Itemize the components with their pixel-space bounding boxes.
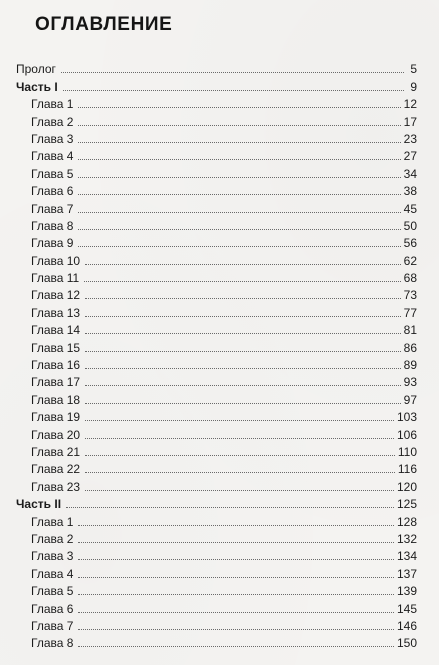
toc-entry-label: Глава 7 (31, 201, 74, 216)
toc-chapter-entry (16, 233, 417, 250)
toc-chapter-entry (16, 302, 417, 319)
dot-leader (85, 385, 401, 386)
dot-leader (78, 594, 394, 595)
dot-leader (78, 525, 394, 526)
toc-page-number: 137 (396, 566, 417, 581)
dot-leader (84, 281, 400, 282)
toc-entry-label: Глава 12 (31, 288, 81, 303)
toc-chapter-entry (16, 459, 417, 476)
toc-page-number: 73 (403, 288, 417, 303)
toc-page-number: 23 (403, 131, 417, 146)
toc-entry-label: Глава 6 (31, 184, 74, 199)
dot-leader (85, 420, 394, 421)
toc-chapter-entry (16, 616, 417, 633)
toc-page-number: 93 (403, 375, 417, 390)
toc-entry-label: Глава 20 (31, 427, 81, 442)
toc-entry-label: Глава 14 (31, 323, 81, 338)
toc-chapter-entry (16, 442, 417, 459)
toc-chapter-entry (16, 529, 417, 546)
dot-leader (85, 472, 395, 473)
dot-leader (61, 72, 404, 73)
toc-chapter-entry (16, 320, 417, 337)
toc-chapter-entry (16, 250, 417, 267)
toc-page-number: 145 (396, 601, 417, 616)
toc-chapter-entry (16, 546, 417, 563)
toc-page-number: 68 (403, 271, 417, 286)
toc-page-number: 5 (410, 62, 417, 77)
toc-page-number: 116 (397, 462, 417, 477)
toc-page-number: 81 (403, 323, 417, 338)
dot-leader (85, 455, 395, 456)
toc-page-number: 146 (396, 618, 417, 633)
toc-entry-label: Глава 16 (31, 358, 81, 373)
toc-entry-label: Глава 19 (31, 410, 81, 425)
toc-page-number: 50 (403, 218, 417, 233)
toc-entry-label: Глава 2 (31, 114, 74, 129)
toc-entry-label: Глава 15 (31, 340, 81, 355)
table-of-contents (16, 59, 417, 650)
dot-leader (78, 212, 400, 213)
toc-entry-label: Глава 4 (31, 566, 74, 581)
dot-leader (66, 507, 394, 508)
toc-entry-label: Глава 1 (31, 97, 74, 112)
toc-page-number: 106 (396, 427, 417, 442)
dot-leader (78, 577, 394, 578)
toc-chapter-entry (16, 581, 417, 598)
dot-leader (78, 159, 400, 160)
toc-entry-label: Глава 1 (31, 514, 74, 529)
dot-leader (78, 125, 400, 126)
dot-leader (78, 194, 400, 195)
toc-chapter-entry (16, 285, 417, 302)
dot-leader (85, 316, 401, 317)
toc-entry-label: Глава 4 (31, 149, 74, 164)
toc-entry-label: Глава 10 (31, 253, 81, 268)
toc-page-number: 97 (403, 392, 417, 407)
dot-leader (85, 333, 401, 334)
toc-entry-label: Глава 3 (31, 131, 74, 146)
dot-leader (78, 107, 400, 108)
toc-page-number: 150 (396, 636, 417, 651)
toc-chapter-entry (16, 598, 417, 615)
toc-chapter-entry (16, 476, 417, 493)
toc-entry-label: Глава 5 (31, 166, 74, 181)
toc-chapter-entry (16, 94, 417, 111)
toc-entry-label: Глава 22 (31, 462, 81, 477)
toc-entry-label: Часть II (16, 497, 62, 512)
toc-page-number: 134 (396, 549, 417, 564)
toc-page-number: 45 (403, 201, 417, 216)
toc-entry-label: Часть I (16, 79, 58, 94)
toc-part-entry (16, 494, 417, 511)
toc-page-number: 27 (403, 149, 417, 164)
toc-entry (16, 59, 417, 76)
dot-leader (85, 351, 401, 352)
page-title: ОГЛАВЛЕНИЕ (35, 14, 173, 35)
toc-chapter-entry (16, 511, 417, 528)
toc-page-number: 132 (396, 531, 417, 546)
toc-chapter-entry (16, 163, 417, 180)
toc-page-number: 125 (396, 497, 417, 512)
toc-chapter-entry (16, 407, 417, 424)
toc-entry-label: Пролог (16, 62, 56, 77)
toc-chapter-entry (16, 111, 417, 128)
toc-chapter-entry (16, 216, 417, 233)
dot-leader (78, 542, 394, 543)
toc-chapter-entry (16, 198, 417, 215)
toc-page-number: 86 (403, 340, 417, 355)
toc-entry-label: Глава 21 (31, 444, 81, 459)
toc-chapter-entry (16, 389, 417, 406)
dot-leader (85, 368, 401, 369)
toc-page-number: 77 (403, 305, 417, 320)
toc-chapter-entry (16, 337, 417, 354)
dot-leader (78, 646, 394, 647)
dot-leader (78, 246, 400, 247)
toc-chapter-entry (16, 146, 417, 163)
toc-chapter-entry (16, 355, 417, 372)
toc-page-number: 34 (403, 166, 417, 181)
toc-page-number: 56 (403, 236, 417, 251)
dot-leader (78, 612, 394, 613)
toc-chapter-entry (16, 268, 417, 285)
dot-leader (85, 298, 401, 299)
toc-entry-label: Глава 11 (31, 271, 80, 286)
dot-leader (85, 403, 401, 404)
toc-page-number: 128 (396, 514, 417, 529)
dot-leader (78, 177, 400, 178)
dot-leader (78, 142, 400, 143)
dot-leader (85, 264, 401, 265)
dot-leader (63, 90, 404, 91)
toc-chapter-entry (16, 181, 417, 198)
toc-page-number: 120 (396, 479, 417, 494)
toc-entry-label: Глава 5 (31, 584, 74, 599)
dot-leader (85, 438, 394, 439)
toc-page-number: 38 (403, 184, 417, 199)
dot-leader (85, 490, 394, 491)
toc-page-number: 12 (403, 97, 417, 112)
toc-page-number: 17 (403, 114, 417, 129)
toc-chapter-entry (16, 563, 417, 580)
toc-entry-label: Глава 9 (31, 236, 74, 251)
toc-page-number: 110 (397, 444, 417, 459)
toc-entry-label: Глава 23 (31, 479, 81, 494)
toc-chapter-entry (16, 633, 417, 650)
dot-leader (78, 559, 394, 560)
toc-chapter-entry (16, 424, 417, 441)
toc-entry-label: Глава 18 (31, 392, 81, 407)
toc-entry-label: Глава 13 (31, 305, 81, 320)
toc-entry-label: Глава 7 (31, 618, 74, 633)
toc-chapter-entry (16, 372, 417, 389)
toc-entry-label: Глава 8 (31, 636, 74, 651)
toc-entry-label: Глава 3 (31, 549, 74, 564)
dot-leader (78, 629, 394, 630)
toc-entry-label: Глава 8 (31, 218, 74, 233)
toc-page-number: 103 (396, 410, 417, 425)
toc-page-number: 139 (396, 584, 417, 599)
toc-entry-label: Глава 2 (31, 531, 74, 546)
toc-part-entry (16, 76, 417, 93)
toc-chapter-entry (16, 129, 417, 146)
toc-entry-label: Глава 6 (31, 601, 74, 616)
dot-leader (78, 229, 400, 230)
toc-page-number: 89 (403, 358, 417, 373)
toc-page-number: 62 (403, 253, 417, 268)
toc-entry-label: Глава 17 (31, 375, 81, 390)
toc-page-number: 9 (410, 79, 417, 94)
